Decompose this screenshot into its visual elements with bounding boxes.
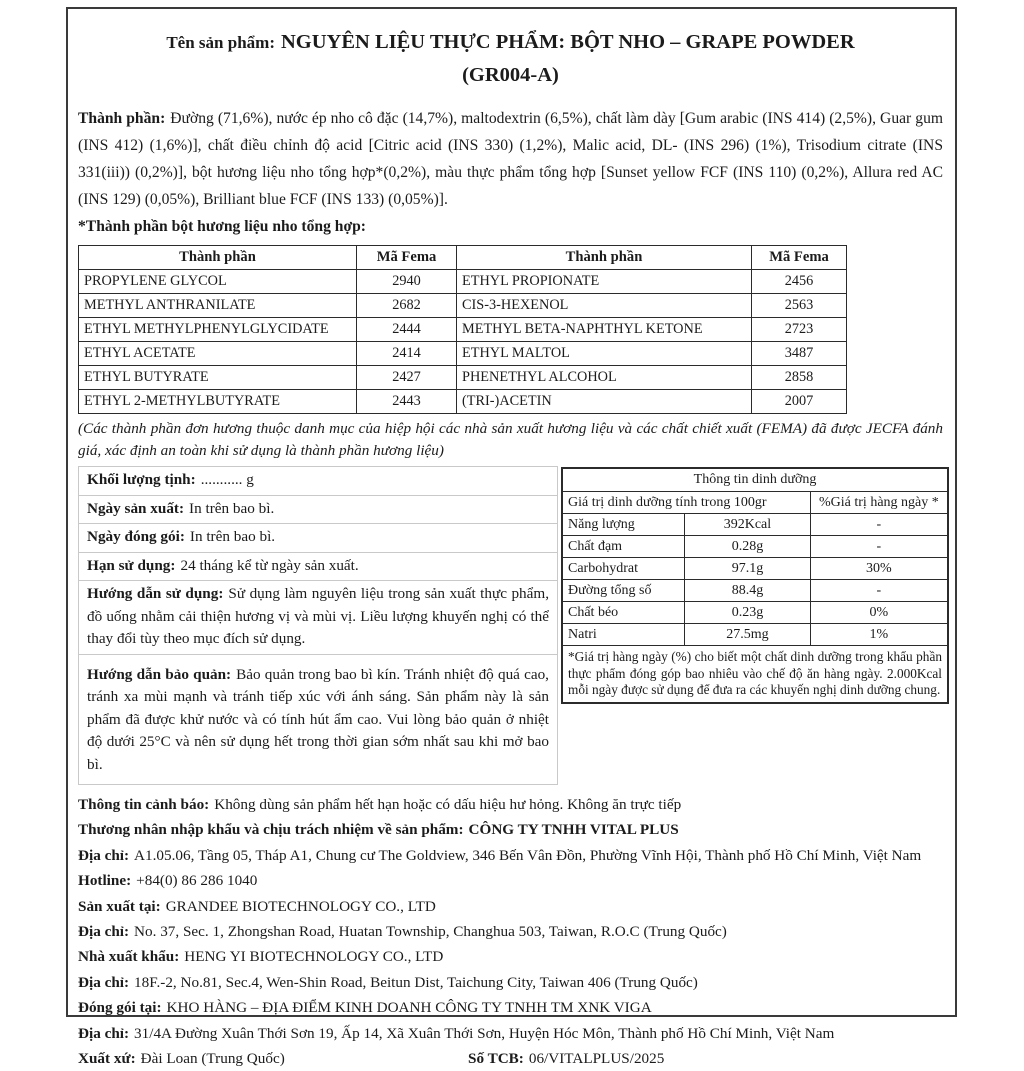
footer-value: A1.05.06, Tầng 05, Tháp A1, Chung cư The Goldview, 346 Bến Vân Đồn, Phường Vĩnh Hội, Thành phố Hồ Chí Minh, Việt Nam [134, 846, 922, 864]
info-row [78, 552, 558, 582]
warning-line [78, 792, 943, 817]
info-value: Bảo quản trong bao bì kín. Tránh nhiệt độ quá cao, tránh xa mùi mạnh và tránh tiếp xúc với ánh sáng. Sản phẩm này là sản phẩm đã được khử nước và có tính hút ẩm cao. Vui lòng bảo quản ở nhiệt độ dưới 25°C và nên sử dụng hết trong thời gian sớm nhất sau khi mở bao bì. [87, 665, 549, 773]
title-label: Tên sản phẩm: [166, 33, 275, 52]
fema-code: 2858 [752, 366, 847, 390]
column-header: Mã Fema [752, 246, 847, 270]
product-code: (GR004-A) [462, 64, 559, 86]
fema-code: 2444 [357, 318, 457, 342]
fema-code: 2940 [357, 270, 457, 294]
tcb-value: 06/VITALPLUS/2025 [528, 1050, 665, 1068]
nutrient-daily: 30% [810, 558, 948, 580]
nutrition-row [562, 602, 948, 624]
footer-label: Nhà xuất khẩu: [78, 948, 180, 966]
footer-value: HENG YI BIOTECHNOLOGY CO., LTD [184, 948, 444, 966]
footer-label: Hotline: [78, 872, 132, 890]
importer-line [78, 817, 943, 842]
info-value: In trên bao bì. [189, 499, 275, 517]
importer-address-line [78, 843, 943, 868]
info-value: ........... g [200, 471, 254, 488]
footer-label: Thương nhân nhập khẩu và chịu trách nhiệm về sản phẩm: [78, 821, 464, 839]
info-value: 24 tháng kể từ ngày sản xuất. [180, 556, 359, 574]
info-label: Ngày sản xuất: [87, 499, 185, 517]
footer-value: 18F.-2, No.81, Sec.4, Wen-Shin Road, Beitun Dist, Taichung City, Taiwan 406 (Trung Quốc) [134, 973, 698, 991]
nutrition-header-right: %Giá trị hàng ngày * [810, 492, 948, 514]
nutrient-daily: 0% [810, 602, 948, 624]
tcb-pair [468, 1046, 664, 1071]
info-row [78, 495, 558, 525]
table-row [79, 294, 847, 318]
nutrient-daily: - [810, 514, 948, 536]
nutrition-row [562, 624, 948, 646]
nutrient-name: Carbohydrat [562, 558, 685, 580]
fema-code: 2414 [357, 342, 457, 366]
info-row [78, 466, 558, 496]
nutrition-header-row [562, 492, 948, 514]
table-row [79, 318, 847, 342]
product-info-column [78, 467, 558, 785]
table-row [79, 342, 847, 366]
nutrition-row [562, 514, 948, 536]
nutrition-row [562, 536, 948, 558]
flavor-components-subheading: *Thành phần bột hương liệu nho tổng hợp: [78, 218, 366, 235]
fema-note: (Các thành phần đơn hương thuộc danh mục của hiệp hội các nhà sản xuất hương liệu và các chất chiết xuất (FEMA) đã được JECFA đánh giá, xác định an toàn khi sử dụng là thành phần hương liệu) [78, 420, 943, 459]
tcb-label: Số TCB: [468, 1050, 524, 1068]
footer-value: 31/4A Đường Xuân Thới Sơn 19, Ấp 14, Xã Xuân Thới Sơn, Huyện Hóc Môn, Thành phố Hồ Chí Minh, Việt Nam [134, 1024, 835, 1042]
ingredient-name: METHYL BETA-NAPHTHYL KETONE [457, 318, 752, 342]
nutrition-header-left: Giá trị dinh dưỡng tính trong 100gr [562, 492, 810, 514]
footer-value: +84(0) 86 286 1040 [136, 872, 258, 890]
footer-label: Đóng gói tại: [78, 999, 162, 1017]
fema-code: 2563 [752, 294, 847, 318]
nutrition-title: Thông tin dinh dưỡng [562, 468, 948, 492]
ingredient-name: CIS-3-HEXENOL [457, 294, 752, 318]
footer-value: KHO HÀNG – ĐỊA ĐIỂM KINH DOANH CÔNG TY TNHH TM XNK VIGA [166, 999, 652, 1017]
fema-code: 2443 [357, 390, 457, 414]
info-row [78, 523, 558, 553]
origin-pair [78, 1046, 468, 1071]
table-row [79, 390, 847, 414]
table-row [79, 270, 847, 294]
fema-code: 3487 [752, 342, 847, 366]
info-label: Hướng dẫn sử dụng: [87, 585, 224, 602]
footer-value: Không dùng sản phẩm hết hạn hoặc có dấu hiệu hư hỏng. Không ăn trực tiếp [214, 796, 682, 813]
nutrient-daily: 1% [810, 624, 948, 646]
column-header: Thành phần [79, 246, 357, 270]
ingredients-text: Đường (71,6%), nước ép nho cô đặc (14,7%), maltodextrin (6,5%), chất làm dày [Gum arabic (INS 414) (2,5%), Guar gum (INS 412) (1,6%)], chất điều chỉnh độ acid [Citric acid (INS 330) (1,2%), Malic acid, DL- (INS 296) (1%), Trisodium citrate (INS 331(iii)) (0,2%)], bột hương liệu nho tổng hợp*(0,2%), màu thực phẩm tổng hợp [Sunset yellow FCF (INS 110) (0,2%), Allura red AC (INS 129) (0,05%), Brilliant blue FCF (INS 133) (0,05%)]. [78, 110, 943, 208]
nutrient-value: 392Kcal [685, 514, 811, 536]
footer-value: No. 37, Sec. 1, Zhongshan Road, Huatan Township, Changhua 503, Taiwan, R.O.C (Trung Quốc) [134, 923, 727, 941]
ingredient-name: ETHYL ACETATE [79, 342, 357, 366]
nutrient-name: Chất đạm [562, 536, 685, 558]
origin-value: Đài Loan (Trung Quốc) [140, 1050, 285, 1068]
footer-section [78, 792, 943, 1071]
fema-code: 2456 [752, 270, 847, 294]
ingredient-name: PROPYLENE GLYCOL [79, 270, 357, 294]
nutrition-title-row [562, 468, 948, 492]
info-value: In trên bao bì. [189, 528, 276, 545]
product-label-document [66, 7, 957, 1068]
footer-value: GRANDEE BIOTECHNOLOGY CO., LTD [165, 897, 436, 915]
manufacturer-address-line [78, 919, 943, 944]
origin-tcb-line [78, 1046, 943, 1071]
nutrient-name: Natri [562, 624, 685, 646]
footer-label: Địa chỉ: [78, 973, 130, 991]
ingredient-name: ETHYL BUTYRATE [79, 366, 357, 390]
footer-value: CÔNG TY TNHH VITAL PLUS [468, 821, 679, 839]
ingredients-paragraph [78, 105, 943, 213]
title-line [78, 27, 943, 59]
footer-label: Địa chỉ: [78, 923, 130, 941]
ingredient-name: ETHYL PROPIONATE [457, 270, 752, 294]
ingredients-label: Thành phần: [78, 110, 166, 127]
nutrition-footnote-row [562, 646, 948, 703]
nutrition-table [561, 467, 949, 704]
nutrient-value: 0.23g [685, 602, 811, 624]
column-header: Thành phần [457, 246, 752, 270]
fema-code: 2007 [752, 390, 847, 414]
origin-label: Xuất xứ: [78, 1050, 136, 1068]
nutrient-value: 27.5mg [685, 624, 811, 646]
ingredient-name: (TRI-)ACETIN [457, 390, 752, 414]
table-header-row [79, 246, 847, 270]
hotline-line [78, 868, 943, 893]
nutrition-row [562, 558, 948, 580]
info-row [78, 654, 558, 786]
nutrition-footnote: *Giá trị hàng ngày (%) cho biết một chất dinh dưỡng trong khẩu phần thực phẩm đóng góp bao nhiêu vào chế độ ăn hàng ngày. 2.000Kcal mỗi ngày được sử dụng để đưa ra các khuyến nghị dinh dưỡng chung. [562, 646, 948, 703]
manufacturer-line [78, 894, 943, 919]
info-label: Khối lượng tịnh: [87, 471, 196, 488]
footer-label: Sản xuất tại: [78, 897, 161, 915]
fema-code: 2427 [357, 366, 457, 390]
footer-label: Địa chỉ: [78, 1024, 130, 1042]
fema-code: 2682 [357, 294, 457, 318]
nutrient-name: Năng lượng [562, 514, 685, 536]
info-value: Sử dụng làm nguyên liệu trong sản xuất thực phẩm, đồ uống nhằm cải thiện hương vị và mùi vị. Liều lượng khuyến nghị có thể thay đổi tùy theo mục đích sử dụng. [87, 585, 549, 647]
table-row [79, 366, 847, 390]
nutrient-name: Chất béo [562, 602, 685, 624]
exporter-line [78, 944, 943, 969]
nutrient-name: Đường tổng số [562, 580, 685, 602]
nutrient-daily: - [810, 536, 948, 558]
ingredient-name: ETHYL METHYLPHENYLGLYCIDATE [79, 318, 357, 342]
footer-label: Thông tin cảnh báo: [78, 796, 210, 813]
nutrient-value: 88.4g [685, 580, 811, 602]
info-label: Hướng dẫn bảo quản: [87, 665, 232, 683]
footer-label: Địa chỉ: [78, 846, 130, 864]
product-name: NGUYÊN LIỆU THỰC PHẨM: BỘT NHO – GRAPE POWDER [280, 31, 855, 53]
ingredient-name: PHENETHYL ALCOHOL [457, 366, 752, 390]
middle-section [78, 467, 943, 785]
info-label: Hạn sử dụng: [87, 556, 176, 574]
fema-table [78, 245, 847, 414]
nutrient-daily: - [810, 580, 948, 602]
ingredient-name: ETHYL 2-METHYLBUTYRATE [79, 390, 357, 414]
fema-code: 2723 [752, 318, 847, 342]
exporter-address-line [78, 970, 943, 995]
info-label: Ngày đóng gói: [87, 528, 185, 545]
nutrition-row [562, 580, 948, 602]
nutrient-value: 97.1g [685, 558, 811, 580]
packer-address-line [78, 1021, 943, 1046]
info-row [78, 580, 558, 655]
packer-line [78, 995, 943, 1020]
column-header: Mã Fema [357, 246, 457, 270]
nutrient-value: 0.28g [685, 536, 811, 558]
ingredient-name: ETHYL MALTOL [457, 342, 752, 366]
page-title [78, 27, 943, 91]
ingredient-name: METHYL ANTHRANILATE [79, 294, 357, 318]
